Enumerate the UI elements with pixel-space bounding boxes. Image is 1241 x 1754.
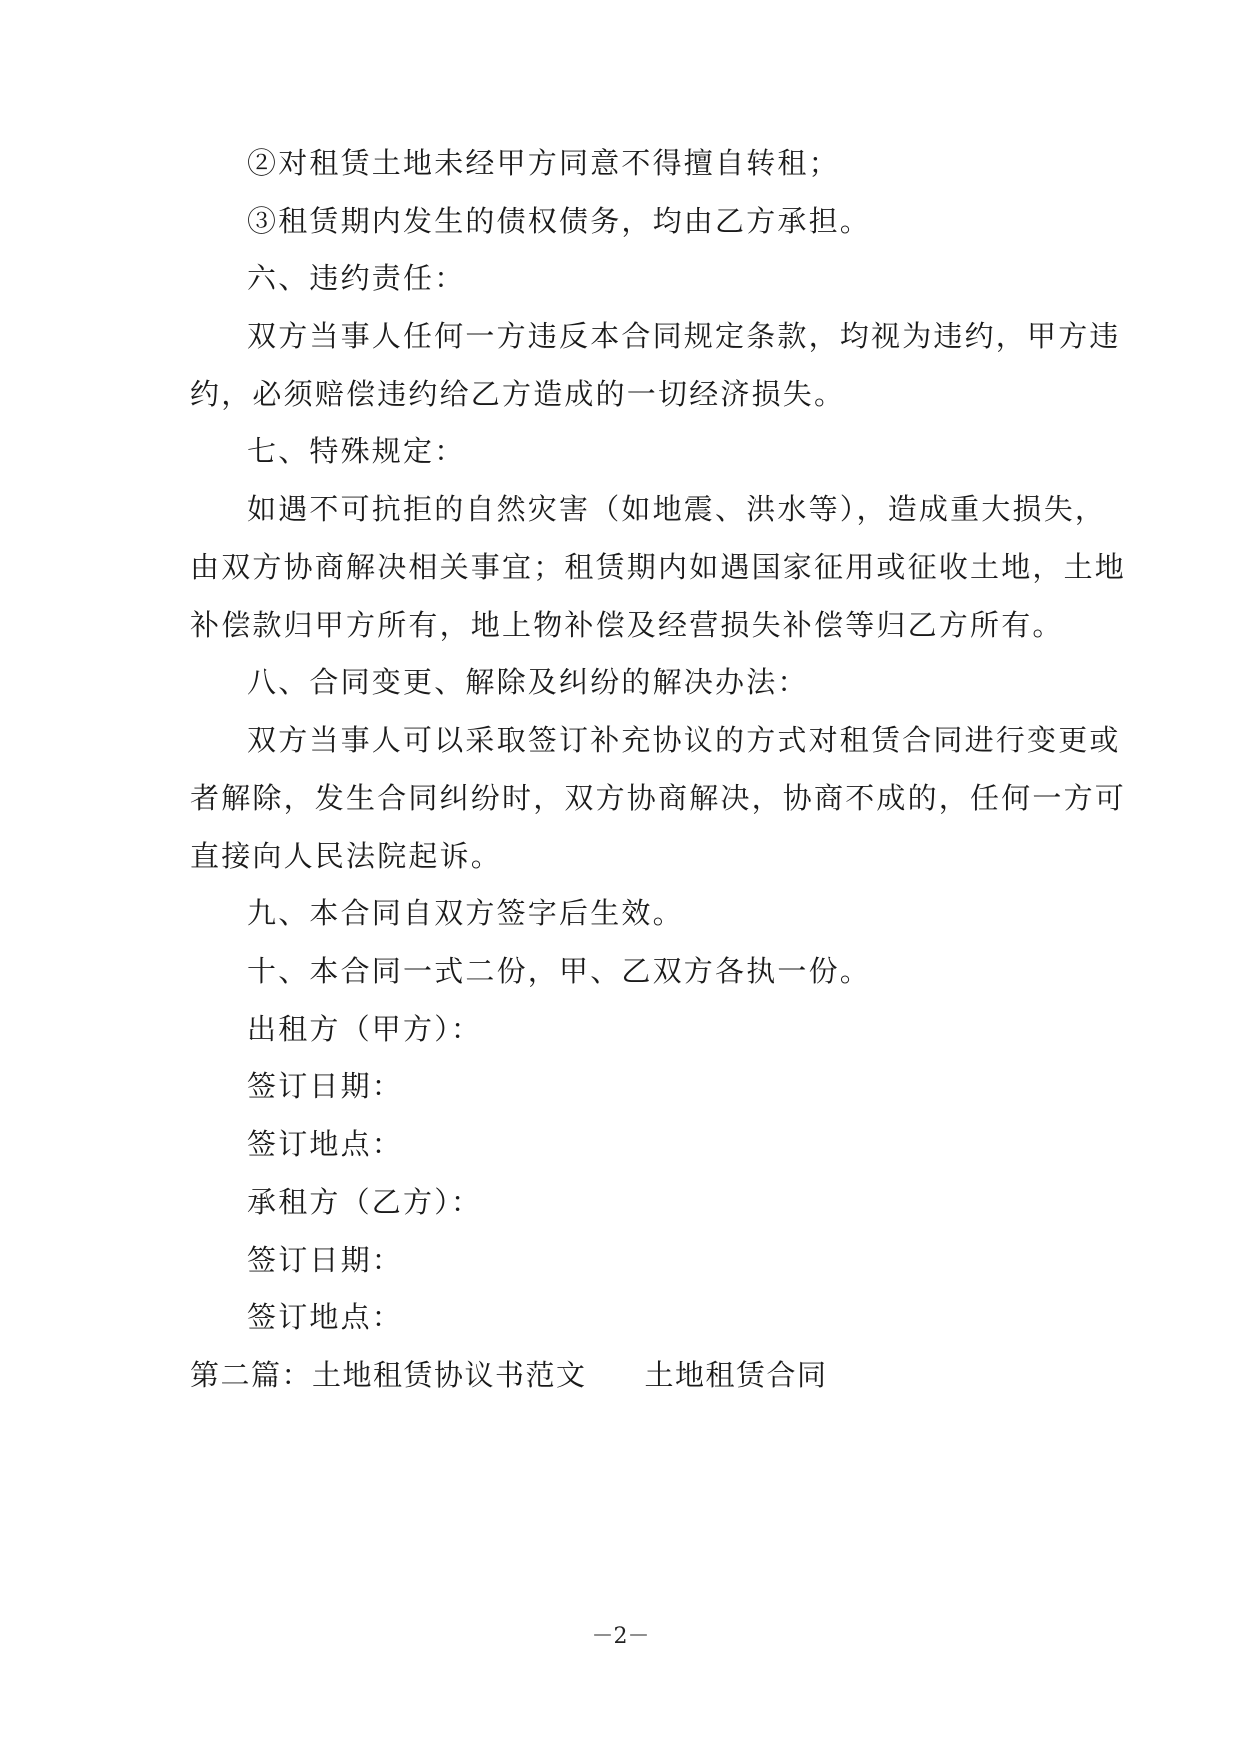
next-section-label: 第二篇：土地租赁协议书范文	[190, 1358, 587, 1392]
paragraph-line: 由双方协商解决相关事宜；租赁期内如遇国家征用或征收土地，土地	[190, 550, 1127, 584]
section-heading: 十、本合同一式二份，甲、乙双方各执一份。	[247, 954, 872, 988]
signature-field-place: 签订地点：	[247, 1300, 404, 1334]
paragraph-line: 直接向人民法院起诉。	[190, 839, 503, 873]
signature-field-lessor: 出租方（甲方）：	[247, 1012, 483, 1046]
clause-line: ②对租赁土地未经甲方同意不得擅自转租；	[247, 146, 840, 180]
page-number: －2－	[591, 1624, 650, 1649]
paragraph-line: 者解除，发生合同纠纷时，双方协商解决，协商不成的，任何一方可	[190, 781, 1127, 815]
paragraph-line: 如遇不可抗拒的自然灾害（如地震、洪水等），造成重大损失，	[247, 492, 1107, 526]
paragraph-line: 约，必须赔偿违约给乙方造成的一切经济损失。	[190, 377, 846, 411]
paragraph-line: 双方当事人任何一方违反本合同规定条款，均视为违约，甲方违	[247, 319, 1121, 353]
signature-field-date: 签订日期：	[247, 1069, 404, 1103]
section-heading: 七、特殊规定：	[247, 434, 466, 468]
next-section-heading	[190, 1355, 1090, 1395]
paragraph-line: 双方当事人可以采取签订补充协议的方式对租赁合同进行变更或	[247, 723, 1121, 757]
signature-field-date: 签订日期：	[247, 1243, 404, 1277]
section-heading: 六、违约责任：	[247, 261, 466, 295]
next-section-title: 土地租赁合同	[644, 1358, 828, 1392]
signature-field-lessee: 承租方（乙方）：	[247, 1185, 483, 1219]
paragraph-line: 补偿款归甲方所有，地上物补偿及经营损失补偿等归乙方所有。	[190, 608, 1064, 642]
signature-field-place: 签订地点：	[247, 1127, 404, 1161]
section-heading: 九、本合同自双方签字后生效。	[247, 896, 684, 930]
section-heading: 八、合同变更、解除及纠纷的解决办法：	[247, 665, 809, 699]
clause-line: ③租赁期内发生的债权债务，均由乙方承担。	[247, 204, 872, 238]
